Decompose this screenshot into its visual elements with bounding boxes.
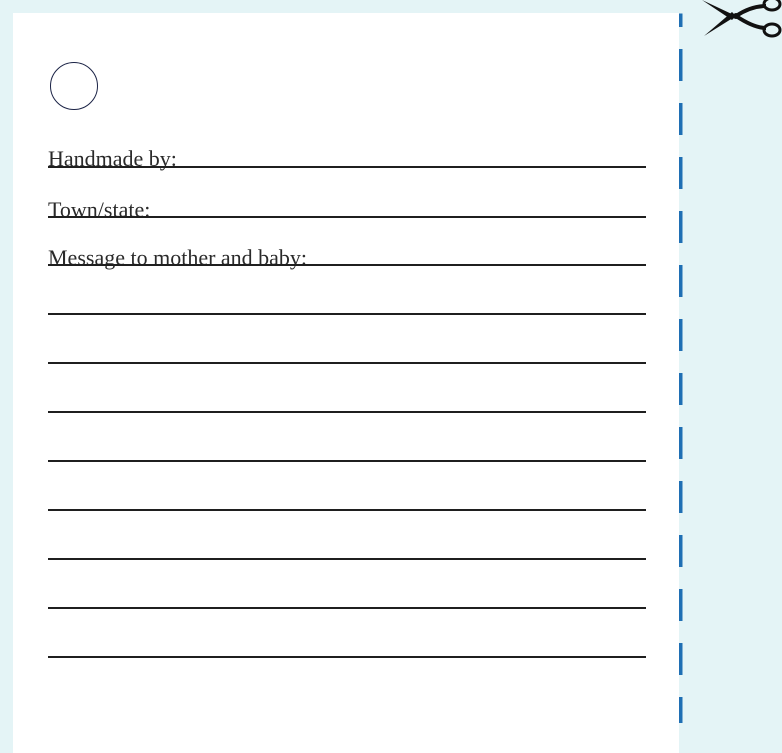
message-writing-line[interactable]	[48, 411, 646, 413]
message-writing-line[interactable]	[48, 656, 646, 658]
town-state-field[interactable]	[48, 216, 646, 218]
handmade-by-label: Handmade by:	[48, 146, 177, 171]
handmade-by-field[interactable]	[48, 166, 646, 168]
punch-hole-circle	[50, 62, 98, 110]
message-field-line[interactable]	[48, 264, 646, 266]
message-writing-line[interactable]	[48, 460, 646, 462]
message-writing-line[interactable]	[48, 558, 646, 560]
scissors-icon	[696, 0, 782, 44]
message-writing-line[interactable]	[48, 607, 646, 609]
town-state-label: Town/state:	[48, 197, 151, 222]
message-writing-line[interactable]	[48, 362, 646, 364]
message-label: Message to mother and baby:	[48, 245, 308, 270]
message-writing-line[interactable]	[48, 509, 646, 511]
message-card	[13, 13, 679, 753]
message-writing-line[interactable]	[48, 313, 646, 315]
